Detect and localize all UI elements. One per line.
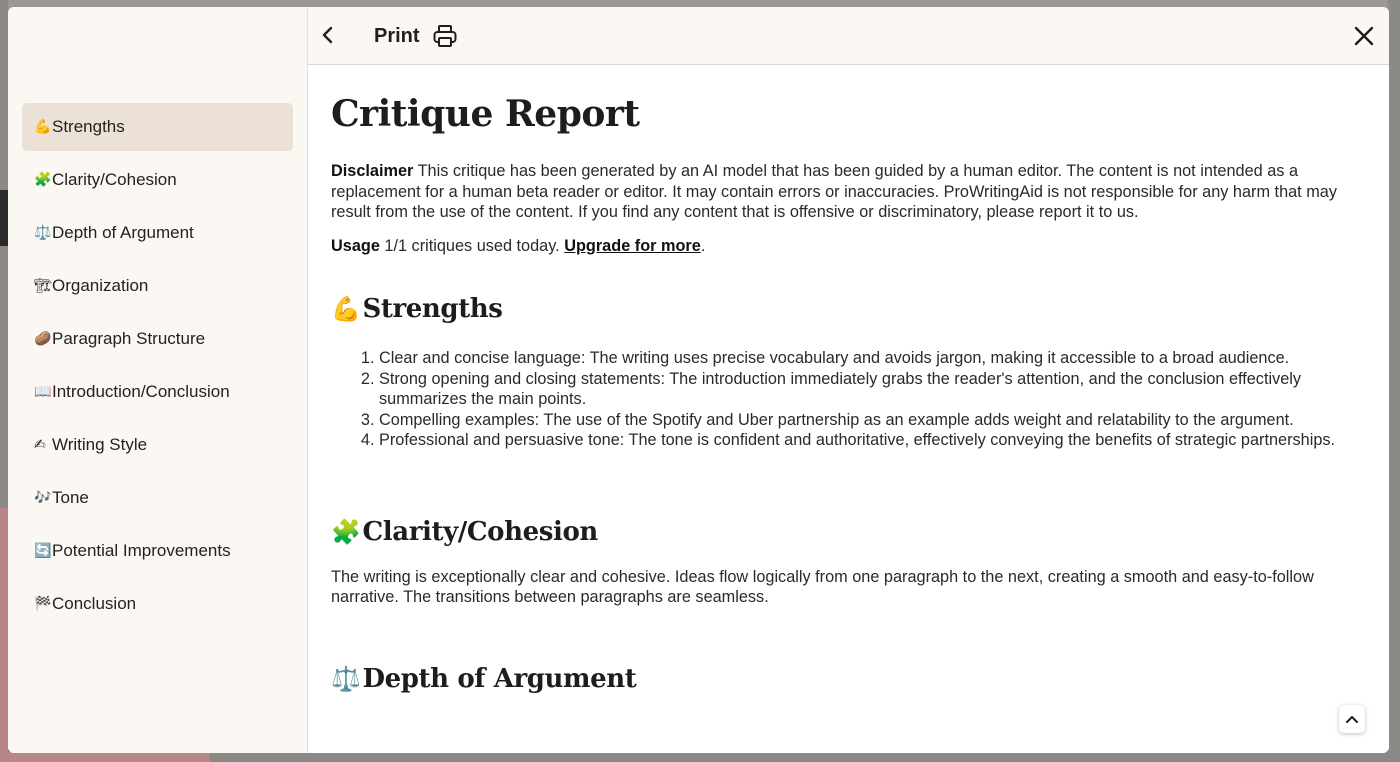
depth-heading (331, 664, 1365, 694)
open-book-icon: 📖 (34, 384, 52, 400)
sidebar-item-potential-improvements[interactable] (22, 527, 293, 575)
puzzle-piece-icon: 🧩 (34, 172, 52, 188)
sidebar-item-label: Clarity/Cohesion (52, 170, 177, 189)
sidebar-item-label: Potential Improvements (52, 541, 231, 560)
scroll-to-top-button[interactable] (1339, 705, 1365, 733)
construction-icon: 🏗 (34, 278, 52, 294)
strengths-heading-text: Strengths (362, 294, 503, 324)
strengths-heading (331, 294, 1365, 324)
list-item: 4. Professional and persuasive tone: The tone is confident and authoritative, effectively conveying the benefits of strategic partnerships. (379, 430, 1365, 451)
sidebar-item-introduction-conclusion[interactable] (22, 368, 293, 416)
depth-heading-text: Depth of Argument (362, 663, 637, 694)
sidebar-item-label: Conclusion (52, 594, 137, 613)
report-header (308, 7, 1389, 65)
sidebar-item-conclusion[interactable] (22, 580, 293, 628)
critique-report-modal (8, 7, 1389, 753)
sidebar-item-label: Depth of Argument (52, 223, 194, 242)
sidebar-item-organization[interactable] (22, 262, 293, 310)
sidebar-item-writing-style[interactable] (22, 421, 293, 469)
sidebar-item-paragraph-structure[interactable] (22, 315, 293, 363)
disclaimer-paragraph (331, 161, 1365, 223)
sidebar-item-label: Tone (52, 488, 89, 507)
flexed-biceps-icon: 💪 (34, 119, 52, 135)
disclaimer-text: This critique has been generated by an AI model that has been guided by a human editor. The content is not intended as a replacement for a human beta reader or editor. It may contain errors or inaccuracies. ProWritingAid is not responsible for any harm that may result from the use of the content. If you find any content that is offensive or discriminatory, please report it to us. (331, 162, 1337, 221)
balance-scale-icon: ⚖️ (34, 225, 52, 241)
close-icon (1354, 26, 1374, 46)
sidebar-item-label: Organization (52, 276, 149, 295)
background-bottom-pink (0, 752, 210, 762)
close-button[interactable] (1349, 21, 1379, 51)
background-dark-block (0, 190, 8, 246)
background-bottom-edge (0, 752, 1400, 762)
print-label: Print (374, 24, 420, 47)
sidebar-item-strengths[interactable] (22, 103, 293, 151)
back-button[interactable] (314, 21, 342, 49)
puzzle-piece-icon: 🧩 (331, 517, 361, 546)
section-sidebar (8, 7, 308, 753)
flexed-biceps-icon: 💪 (331, 295, 361, 323)
list-item: 3. Compelling examples: The use of the Spotify and Uber partnership as an example adds weight and relatability to the argument. (379, 410, 1365, 431)
checkered-flag-icon: 🏁 (34, 596, 52, 612)
sidebar-item-label: Introduction/Conclusion (52, 382, 230, 401)
chevron-left-icon (321, 25, 335, 45)
musical-notes-icon: 🎶 (34, 490, 52, 506)
sidebar-item-depth-of-argument[interactable] (22, 209, 293, 257)
usage-end: . (700, 236, 706, 255)
sidebar-item-label: Strengths (52, 117, 125, 136)
report-content (308, 65, 1389, 753)
sidebar-item-label: Writing Style (52, 435, 148, 454)
chevron-up-icon (1345, 714, 1359, 724)
clarity-heading-text: Clarity/Cohesion (362, 516, 598, 547)
list-item: 2. Strong opening and closing statements: The introduction immediately grabs the reader's attention, and the conclusion effectively summarizes the main points. (379, 369, 1365, 410)
balance-scale-icon: ⚖️ (331, 664, 361, 693)
sidebar-item-clarity-cohesion[interactable] (22, 156, 293, 204)
strengths-list (331, 348, 1365, 451)
refresh-arrows-icon: 🔄 (34, 543, 52, 559)
list-item: 1. Clear and concise language: The writing uses precise vocabulary and avoids jargon, making it accessible to a broad audience. (379, 348, 1365, 369)
report-title: Critique Report (331, 93, 640, 135)
potato-icon: 🥔 (34, 331, 52, 347)
print-button[interactable] (374, 20, 458, 52)
usage-label: Usage (331, 236, 380, 255)
sidebar-item-tone[interactable] (22, 474, 293, 522)
printer-icon (432, 23, 458, 49)
usage-paragraph (331, 236, 1365, 257)
writing-hand-icon: ✍ (34, 437, 46, 453)
background-right-edge (1388, 0, 1400, 762)
disclaimer-label: Disclaimer (331, 162, 414, 180)
upgrade-link[interactable]: Upgrade for more (564, 236, 701, 255)
clarity-heading (331, 517, 1365, 547)
background-pink-panel (0, 508, 8, 762)
usage-text: 1/1 critiques used today. (379, 236, 565, 255)
clarity-paragraph: The writing is exceptionally clear and cohesive. Ideas flow logically from one paragraph to the next, creating a smooth and easy-to-follow narrative. The transitions between paragraphs are seamless. (331, 567, 1314, 606)
report-panel (308, 7, 1389, 753)
sidebar-item-label: Paragraph Structure (52, 329, 206, 348)
